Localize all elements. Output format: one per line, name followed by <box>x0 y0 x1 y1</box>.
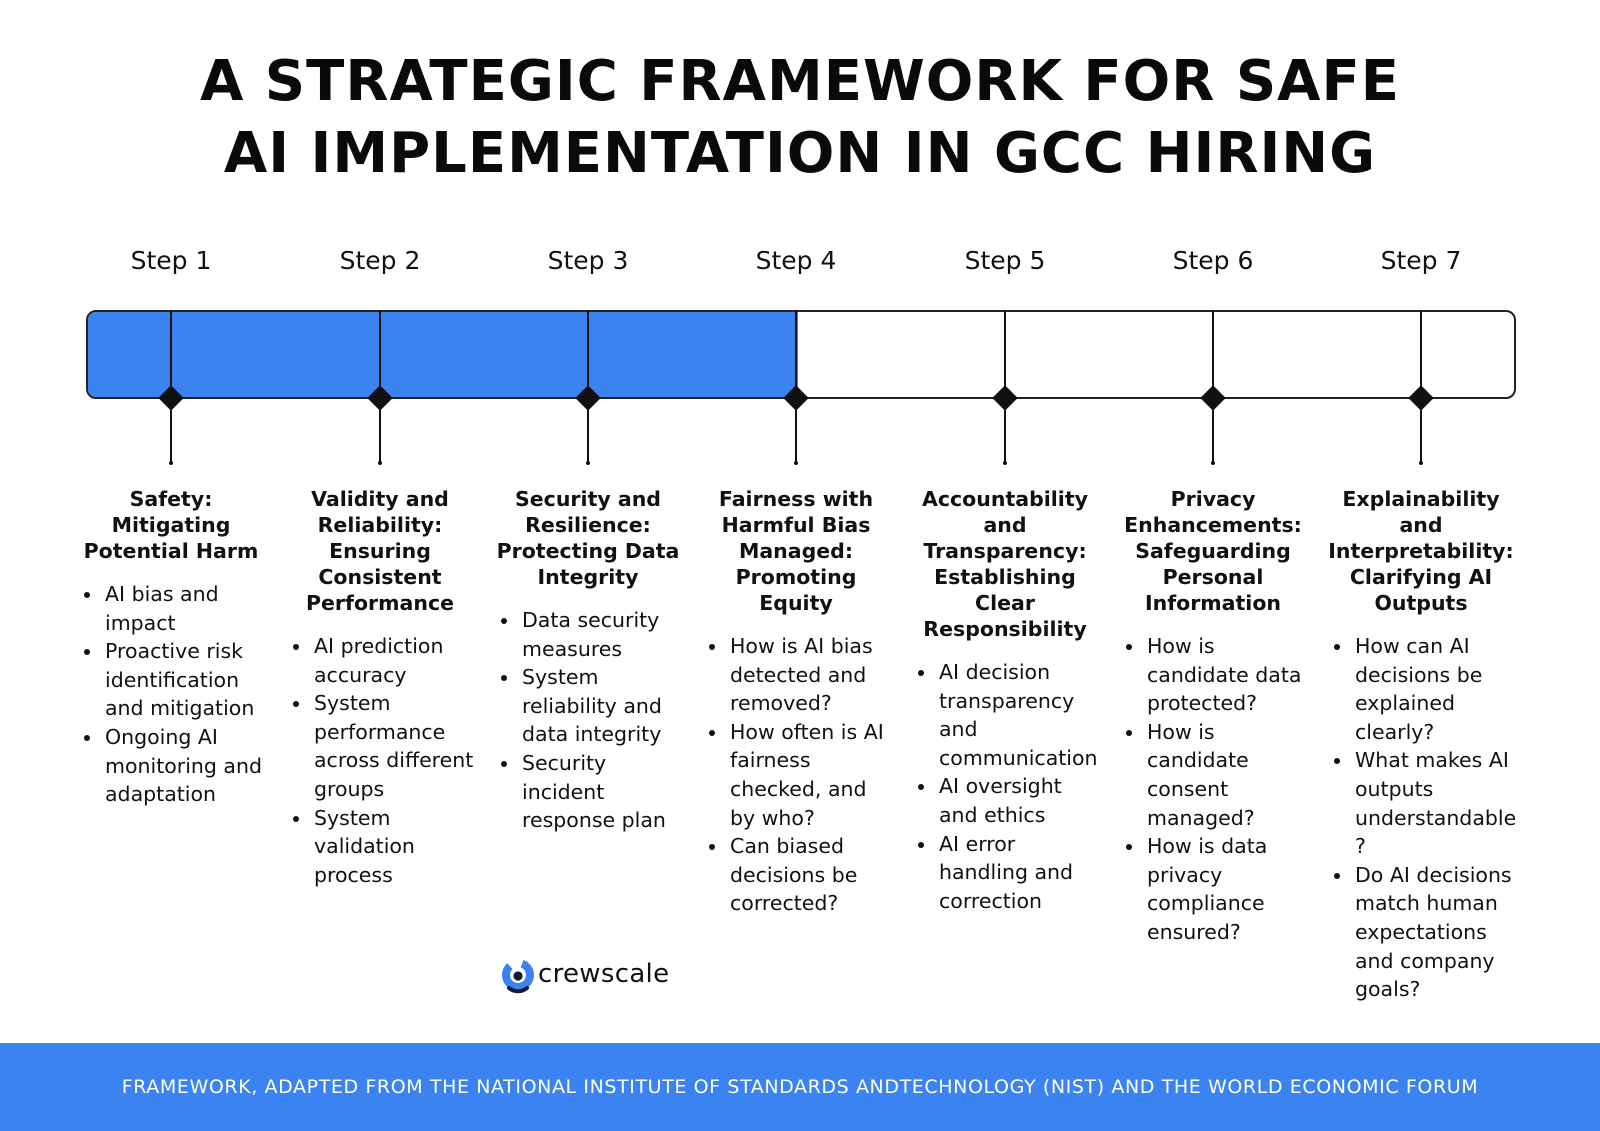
step-title: Accountability and Transparency: Establishing Clear Responsibility <box>922 487 1088 641</box>
step-column <box>905 486 1105 915</box>
step-column <box>696 486 896 918</box>
step-title: Privacy Enhancements: Safeguarding Personal Information <box>1124 487 1302 615</box>
crewscale-logo-icon <box>498 955 538 995</box>
step-divider-line <box>1420 310 1422 397</box>
connector-end-dot <box>169 461 173 465</box>
step-item: Do AI decisions match human expectations and company goals? <box>1321 861 1521 1004</box>
step-label: Step 6 <box>1172 246 1254 275</box>
footer-banner <box>0 1043 1600 1131</box>
step-item: AI prediction accuracy <box>280 632 480 689</box>
step-column <box>71 486 271 809</box>
step-title: Security and Resilience: Protecting Data Integrity <box>496 487 680 589</box>
step-item: How is candidate consent managed? <box>1113 718 1313 832</box>
connector-end-dot <box>1003 461 1007 465</box>
step-column <box>488 486 688 835</box>
step-item-list <box>71 580 271 809</box>
step-label: Step 5 <box>964 246 1046 275</box>
step-item: AI error handling and correction <box>905 830 1105 916</box>
progress-bar <box>86 310 1516 399</box>
step-item: How is data privacy compliance ensured? <box>1113 832 1313 946</box>
step-divider-line <box>170 310 172 397</box>
page-title <box>0 46 1600 190</box>
step-item: Ongoing AI monitoring and adaptation <box>71 723 271 809</box>
step-item: How is candidate data protected? <box>1113 632 1313 718</box>
connector-end-dot <box>378 461 382 465</box>
title-line-2: AI IMPLEMENTATION IN GCC HIRING <box>223 121 1377 186</box>
step-divider-line <box>1004 310 1006 397</box>
step-item-list <box>696 632 896 918</box>
step-item: How is AI bias detected and removed? <box>696 632 896 718</box>
step-title: Fairness with Harmful Bias Managed: Promoting Equity <box>718 487 874 615</box>
step-item: How often is AI fairness checked, and by who? <box>696 718 896 832</box>
step-item: Can biased decisions be corrected? <box>696 832 896 918</box>
step-item: AI bias and impact <box>71 580 271 637</box>
connector-end-dot <box>794 461 798 465</box>
brand-name: crewscale <box>538 959 670 989</box>
step-divider-line <box>1212 310 1214 397</box>
step-label: Step 3 <box>547 246 629 275</box>
footer-source-note: FRAMEWORK, ADAPTED FROM THE NATIONAL INSTITUTE OF STANDARDS ANDTECHNOLOGY (NIST) AND THE WORLD ECONOMIC FORUM <box>121 1076 1479 1098</box>
step-title: Safety: Mitigating Potential Harm <box>83 487 259 563</box>
title-line-1: A STRATEGIC FRAMEWORK FOR SAFE <box>199 49 1401 114</box>
step-item-list <box>1113 632 1313 947</box>
connector-end-dot <box>1211 461 1215 465</box>
step-item: Security incident response plan <box>488 749 688 835</box>
step-title: Validity and Reliability: Ensuring Consistent Performance <box>306 487 454 615</box>
step-item: Proactive risk identification and mitigation <box>71 637 271 723</box>
step-divider-line <box>795 310 797 397</box>
step-label: Step 1 <box>130 246 212 275</box>
step-divider-line <box>587 310 589 397</box>
step-item-list <box>488 606 688 835</box>
connector-end-dot <box>586 461 590 465</box>
step-label: Step 7 <box>1380 246 1462 275</box>
step-item: AI oversight and ethics <box>905 772 1105 829</box>
step-item: Data security measures <box>488 606 688 663</box>
step-item: How can AI decisions be explained clearly? <box>1321 632 1521 746</box>
connector-end-dot <box>1419 461 1423 465</box>
step-column <box>1113 486 1313 947</box>
step-item: System validation process <box>280 804 480 890</box>
step-item-list <box>1321 632 1521 1004</box>
step-label: Step 2 <box>339 246 421 275</box>
step-title: Explainability and Interpretability: Clarifying AI Outputs <box>1328 487 1514 615</box>
step-divider-line <box>379 310 381 397</box>
progress-bar-fill <box>88 312 798 397</box>
step-column <box>1321 486 1521 1004</box>
step-item: System performance across different groups <box>280 689 480 803</box>
step-item: What makes AI outputs understandable? <box>1321 746 1521 860</box>
step-item: AI decision transparency and communication <box>905 658 1105 772</box>
step-item-list <box>280 632 480 889</box>
step-item: System reliability and data integrity <box>488 663 688 749</box>
step-label: Step 4 <box>755 246 837 275</box>
step-column <box>280 486 480 889</box>
step-item-list <box>905 658 1105 915</box>
